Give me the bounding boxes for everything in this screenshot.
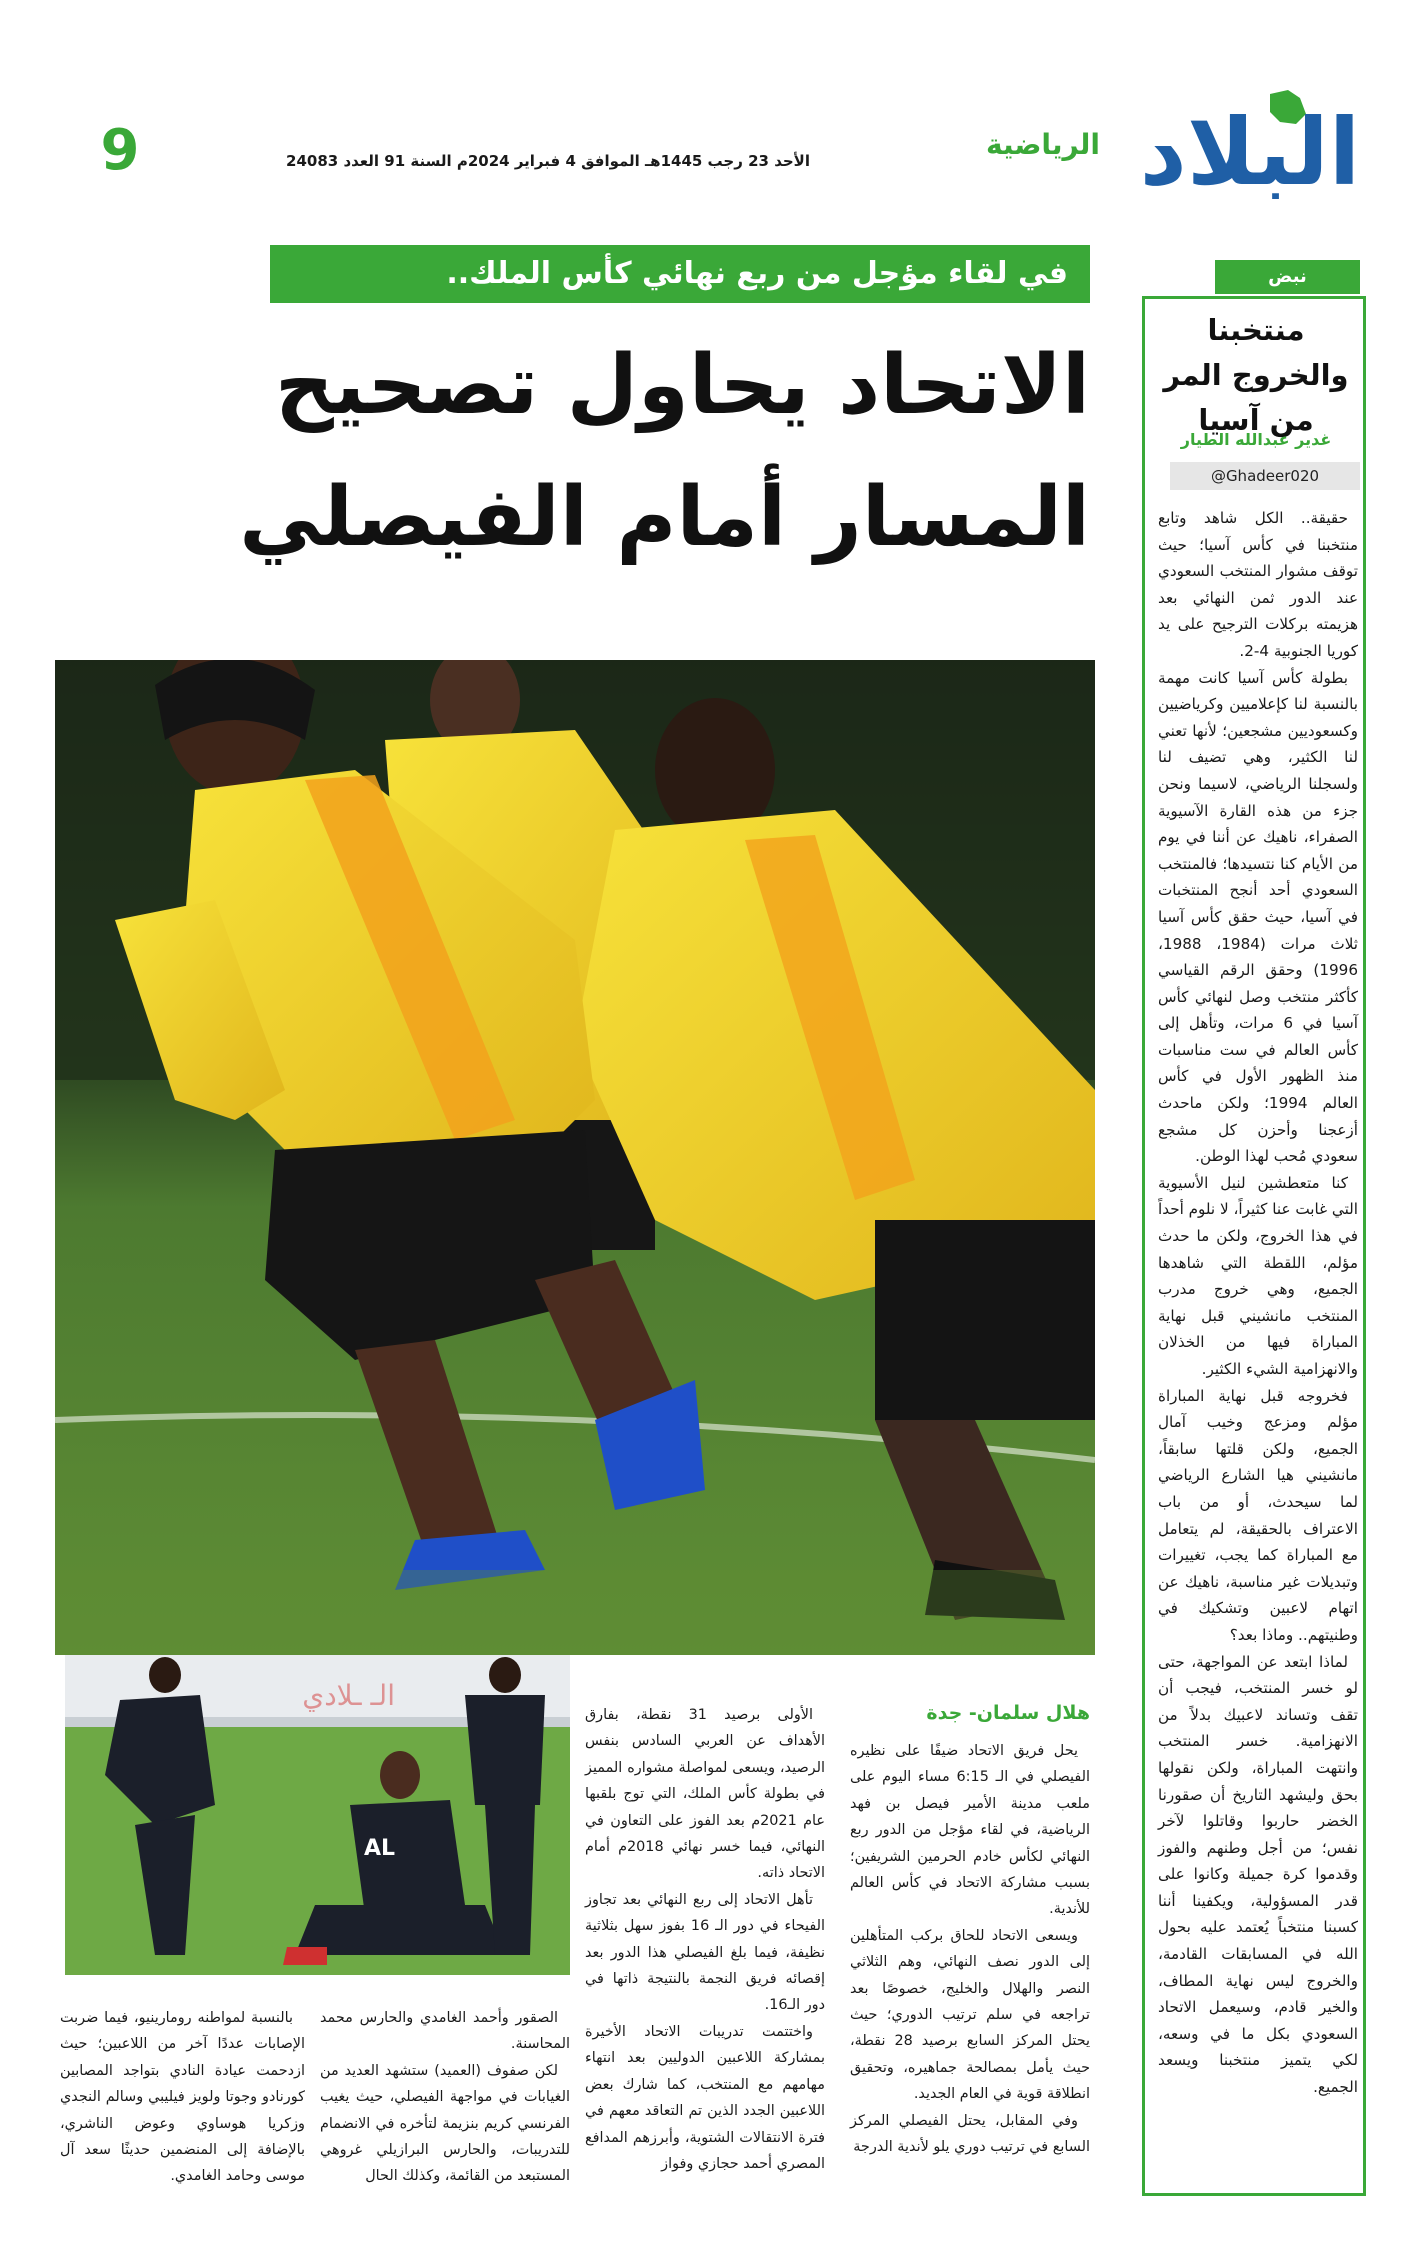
opinion-paragraph: لماذا ابتعد عن المواجهة، حتى لو خسر المنتخب، فيجب أن تقف وتساند لاعبيك بدلاً من الانهزامية. خسر المنتخب وانتهت المباراة، ولكن نقولها بحق وليشهد التاريخ أن صقورنا الخضر حاربوا وقاتلوا لآخر نفس؛ من أجل وطنهم والفوز وقدموا كرة جميلة وكانوا على قدر المسؤولية، ويكفينا أننا كسبنا منتخباً يُعتمد عليه بحول الله في المسابقات القادمة، والخروج ليس نهاية المطاف، والخير قادم، وسيعمل الاتحاد السعودي بكل ما في وسعه، لكي يتميز منتخبنا ويسعد الجميع.	[1158, 1652, 1358, 2097]
svg-text:AL: AL	[363, 1836, 395, 1861]
opinion-title: منتخبنا والخروج المر من آسيا	[1163, 313, 1349, 437]
article-paragraph: واختتمت تدريبات الاتحاد الأخيرة بمشاركة اللاعبين الدوليين بعد انتهاء مهامهم مع المنتخب، كما شارك بعض اللاعبين الجدد الذين تم التعاقد معهم في فترة الانتقالات الشتوية، وأبرزهم المدافع المصري أحمد حجازي وفواز	[585, 2023, 825, 2172]
main-photo	[55, 660, 1095, 1655]
article-paragraph: تأهل الاتحاد إلى ربع النهائي بعد تجاوز الفيحاء في دور الـ 16 بفوز سهل بثلاثية نظيفة، فيما بلغ الفيصلي هذا الدور بعد إقصائه فريق النجمة بالنتيجة ذاتها في دور الـ16.	[585, 1891, 825, 2014]
headline-line-2: المسار أمام الفيصلي	[239, 470, 1090, 565]
article-paragraph: ويسعى الاتحاد للحاق بركب المتأهلين إلى الدور نصف النهائي، وهم الثلاثي النصر والهلال والخليج، خصوصًا بعد تراجعه في سلم ترتيب الدوري؛ حيث يحتل المركز السابع برصيد 28 نقطة، حيث يأمل بمصالحة جماهيره، وتحقيق انطلاقة قوية في العام الجديد.	[850, 1927, 1090, 2103]
opinion-paragraph: فخروجه قبل نهاية المباراة مؤلم ومزعج وخيب آمال الجميع، ولكن قلتها سابقاً، مانشيني هيا الشارع الرياضي لما سيحدث، أو من باب الاعتراف بالحقيقة، لم يتعامل مع المباراة كما يجب، تغييرات وتبديلات غير مناسبة، ناهيك عن اتهام لاعبين وتشكيك في وطنيتهم.. وماذا بعد؟	[1158, 1386, 1358, 1644]
svg-text:الـ ـلادي: الـ ـلادي	[302, 1679, 395, 1712]
headline	[120, 320, 1090, 584]
headline-kicker: في لقاء مؤجل من ربع نهائي كأس الملك..	[270, 245, 1090, 303]
opinion-tag: نبض	[1215, 260, 1360, 294]
secondary-photo	[65, 1655, 570, 1975]
article-paragraph: وفي المقابل، يحتل الفيصلي المركز السابع في ترتيب دوري يلو لأندية الدرجة	[850, 2112, 1090, 2156]
article-column-3	[320, 2005, 570, 2190]
article-paragraph: الأولى برصيد 31 نقطة، بفارق الأهداف عن العربي السادس بنفس الرصيد، ويسعى لمواصلة مشواره المميز في بطولة كأس الملك، التي توج بلقبها عام 2021م بعد الفوز على التعاون في النهائي، فيما خسر نهائي 2018م أمام الاتحاد ذاته.	[585, 1707, 825, 1882]
opinion-paragraph: حقيقة.. الكل شاهد وتابع منتخبنا في كأس آسيا؛ حيث توقف مشوار المنتخب السعودي عند الدور ثمن النهائي بعد هزيمته بركلات الترجيح على يد كوريا الجنوبية 4-2.	[1158, 509, 1358, 660]
opinion-author: غدير عبدالله الطيار	[1180, 430, 1332, 449]
article-column-1	[850, 1738, 1090, 2161]
article-column-2	[585, 1702, 825, 2177]
opinion-paragraph: بطولة كأس آسيا كانت مهمة بالنسبة لنا كإعلاميين وكرياضيين وكسعوديين مشجعين؛ لأنها تعني لنا الكثير، وهي تضيف لنا ولسجلنا الرياضي، لاسيما ونحن جزء من هذه القارة الآسيوية الصفراء، ناهيك عن أننا في يوم من الأيام كنا نتسيدها؛ فالمنتخب السعودي أحد أنجح المنتخبات في آسيا، حيث حقق كأس آسيا ثلاث مرات (1984، 1988، 1996) وحقق الرقم القياسي كأكثر منتخب وصل لنهائي كأس آسيا في 6 مرات، وتأهل إلى كأس العالم في ست مناسبات منذ الظهور الأول في كأس العالم 1994؛ ولكن ماحدث أزعجنا وأحزن كل مشجع سعودي مُحب لهذا الوطن.	[1158, 668, 1359, 1166]
article-paragraph: لكن صفوف (العميد) ستشهد العديد من الغيابات في مواجهة الفيصلي، حيث يغيب الفرنسي كريم بنزيمة لتأخره في الانضمام للتدريبات، والحارس البرازيلي غروهي المستبعد من القائمة، وكذلك الحال	[320, 2062, 570, 2185]
newspaper-logo	[1120, 84, 1380, 199]
article-paragraph: بالنسبة لمواطنه رومارينيو، فيما ضربت الإصابات عددًا آخر من اللاعبين؛ حيث ازدحمت عيادة النادي بتواجد المصابين كورنادو وجوتا ولويز فيليبي وسالم النجدي وزكريا هوساوي وعوض الناشري، بالإضافة إلى المنضمين حديثًا سعد آل موسى وحامد الغامدي.	[60, 2010, 305, 2185]
article-column-4	[60, 2005, 305, 2190]
dateline: الأحد 23 رجب 1445هـ الموافق 4 فبراير 2024م السنة 91 العدد 24083	[286, 152, 810, 170]
headline-line-1: الاتحاد يحاول تصحيح	[274, 338, 1090, 433]
opinion-paragraph: كنا متعطشين لنيل الأسيوية التي غابت عنا كثيراً، لا نلوم أحداً في هذا الخروج، ولكن ما حدث مؤلم، اللقطة التي شاهدها الجميع، وهي خروج مدرب المنتخب مانشيني قبل نهاية المباراة فيها من الخذلان والانهزامية الشيء الكثير.	[1158, 1173, 1358, 1378]
article-byline: هلال سلمان- جدة	[926, 1702, 1090, 1724]
page-number: 9	[100, 118, 140, 183]
svg-text:البلاد: البلاد	[1139, 99, 1361, 199]
article-paragraph: يحل فريق الاتحاد ضيفًا على نظيره الفيصلي في الـ 6:15 مساء اليوم على ملعب مدينة الأمير فيصل بن فهد الرياضية، في لقاء مؤجل من الدور ربع النهائي لكأس خادم الحرمين الشريفين؛ بسبب مشاركة الاتحاد في كأس العالم للأندية.	[850, 1743, 1090, 1918]
opinion-author-handle: @Ghadeer020	[1170, 462, 1360, 490]
article-paragraph: الصقور وأحمد الغامدي والحارس محمد المحاسنة.	[320, 2010, 570, 2053]
opinion-body	[1158, 505, 1358, 2101]
section-name: الرياضية	[985, 128, 1100, 161]
